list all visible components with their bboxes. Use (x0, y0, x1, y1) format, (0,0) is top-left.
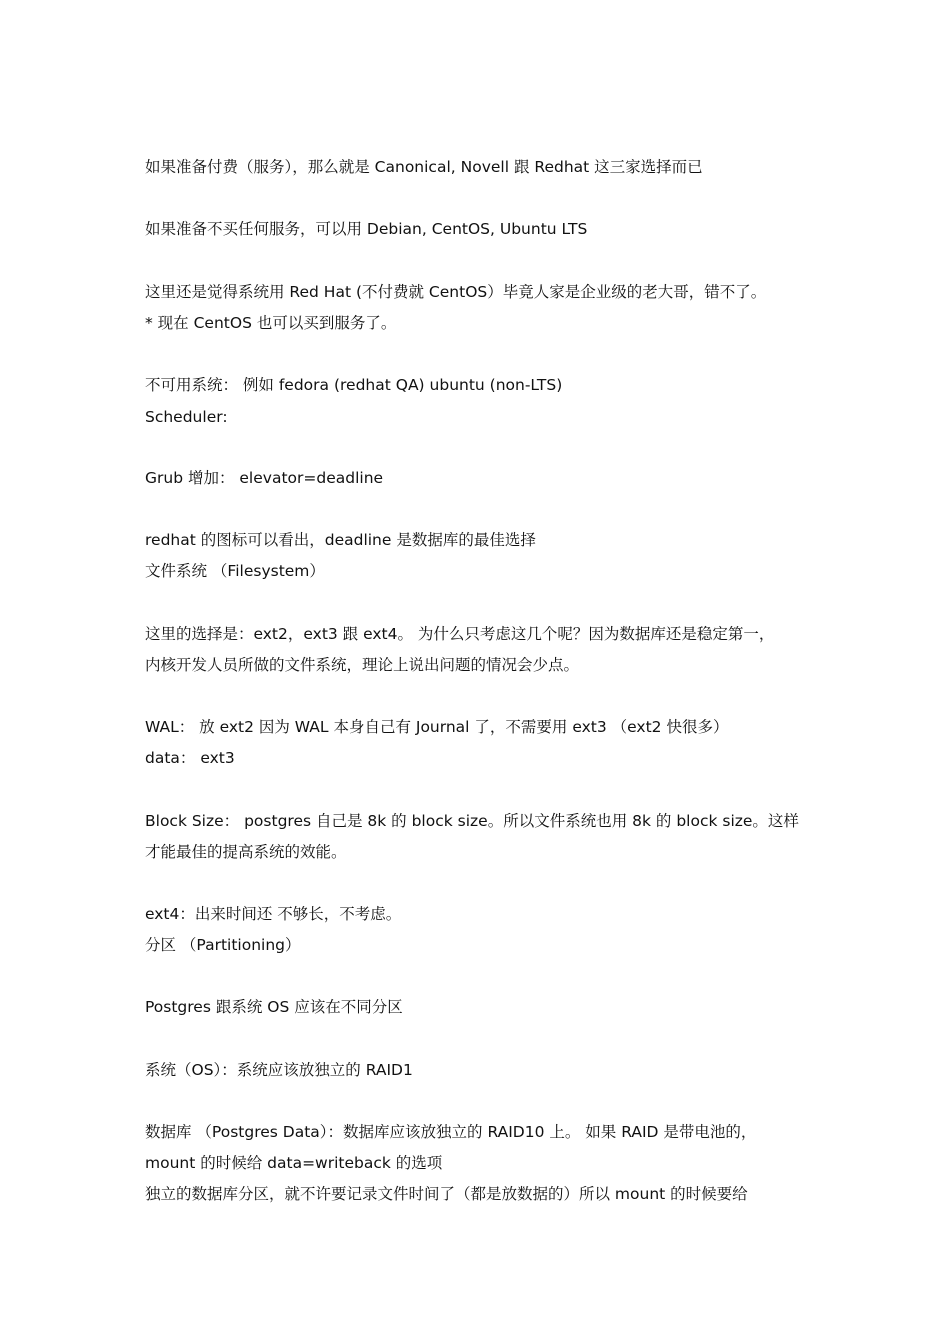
text-line: 独立的数据库分区，就不许要记录文件时间了（都是放数据的）所以 mount 的时候要给 (145, 1185, 748, 1203)
text-line: Block Size： postgres 自己是 8k 的 block size。所以文件系统也用 8k 的 block size。这样 (145, 812, 799, 830)
text-line: 如果准备不买任何服务，可以用 Debian, CentOS, Ubuntu LTS (145, 220, 588, 238)
text-line: 内核开发人员所做的文件系统，理论上说出问题的情况会少点。 (145, 656, 580, 674)
text-line: ext4：出来时间还 不够长，不考虑。 (145, 905, 402, 923)
text-line: 系统（OS）：系统应该放独立的 RAID1 (145, 1061, 413, 1079)
text-line: 分区 （Partitioning） (145, 936, 301, 954)
text-line: 数据库 （Postgres Data）：数据库应该放独立的 RAID10 上。 如果 RAID 是带电池的， (145, 1123, 757, 1141)
text-line: Scheduler: (145, 408, 228, 426)
text-line: 文件系统 （Filesystem） (145, 562, 325, 580)
text-line: 如果准备付费（服务），那么就是 Canonical, Novell 跟 Redhat 这三家选择而已 (145, 158, 703, 176)
text-line: data： ext3 (145, 749, 235, 767)
text-line: 不可用系统： 例如 fedora (redhat QA) ubuntu (non-LTS) (145, 376, 563, 394)
text-line: Postgres 跟系统 OS 应该在不同分区 (145, 998, 403, 1016)
text-line: 这里还是觉得系统用 Red Hat (不付费就 CentOS）毕竟人家是企业级的老大哥，错不了。 (145, 283, 767, 301)
text-line: 这里的选择是：ext2，ext3 跟 ext4。 为什么只考虑这几个呢？因为数据库还是稳定第一， (145, 625, 775, 643)
text-line: mount 的时候给 data=writeback 的选项 (145, 1154, 443, 1172)
text-line: * 现在 CentOS 也可以买到服务了。 (145, 314, 397, 332)
text-line: 才能最佳的提高系统的效能。 (145, 843, 347, 861)
text-line: WAL： 放 ext2 因为 WAL 本身自己有 Journal 了，不需要用 ext3 （ext2 快很多） (145, 718, 729, 736)
text-line: redhat 的图标可以看出，deadline 是数据库的最佳选择 (145, 531, 536, 549)
text-line: Grub 增加： elevator=deadline (145, 469, 384, 487)
